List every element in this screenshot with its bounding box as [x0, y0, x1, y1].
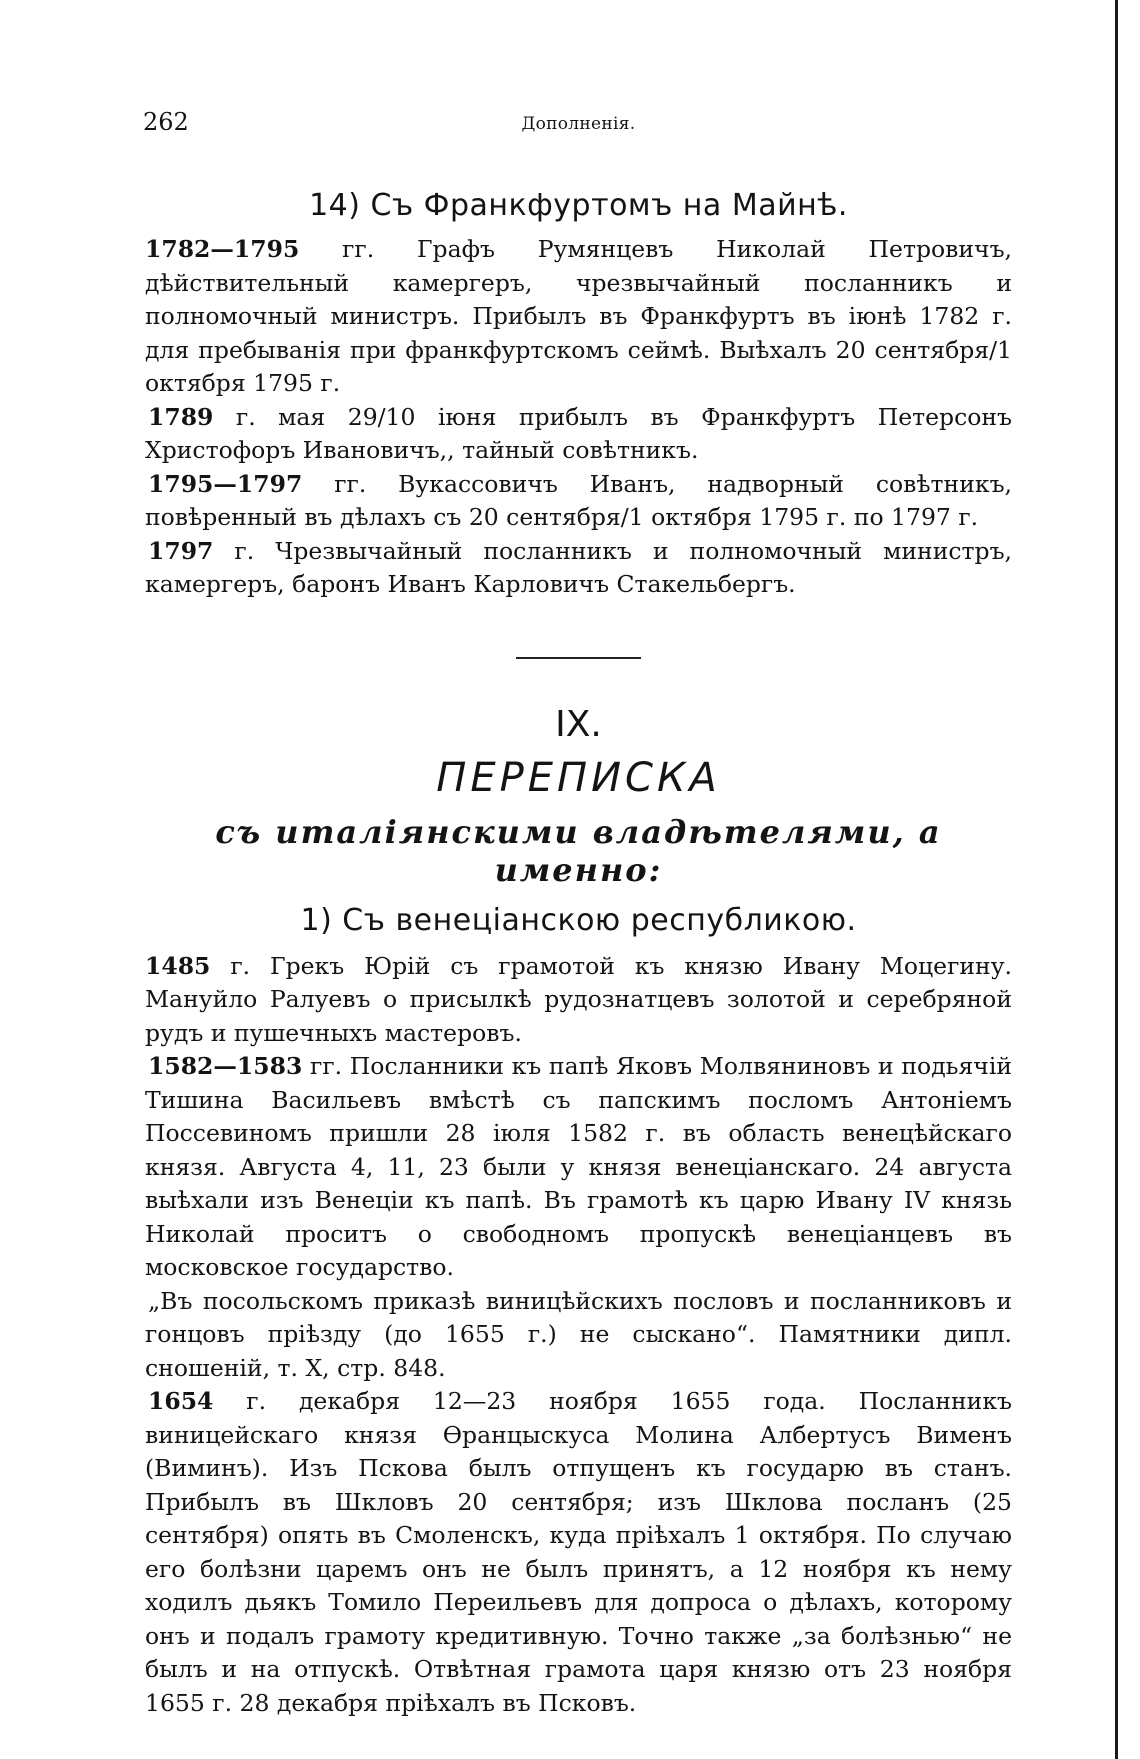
year-label: 1789 — [148, 402, 214, 431]
paragraph-text: г. Грекъ Юрій съ грамотой къ князю Ивану Моцегину. Мануйло Ралуевъ о присылкѣ рудознатцевъ золотой и серебряной рудъ и пушечныхъ мастеровъ. — [145, 951, 1012, 1047]
paragraph-text: г. декабря 12—23 ноября 1655 года. Посланникъ виницейскаго князя Ѳранцыскуса Молина Албертусъ Вименъ (Виминъ). Изъ Пскова былъ отпущенъ къ государю въ станъ. Прибылъ въ Шкловъ 20 сентября; изъ Шклова посланъ (25 сентября) опять въ Смоленскъ, куда пріѣхалъ 1 октября. По случаю его болѣзни царемъ онъ не былъ принятъ, а 12 ноября къ нему ходилъ дьякъ Томило Переильевъ для допроса о дѣлахъ, которому онъ и подалъ грамоту кредитивную. Точно также „за болѣзнью“ не былъ и на отпускѣ. Отвѣтная грамота царя князю отъ 23 ноября 1655 г. 28 декабря пріѣхалъ въ Псковъ. — [145, 1387, 1012, 1717]
page-number: 262 — [143, 108, 189, 136]
paragraph-text: гг. Посланники къ папѣ Яковъ Молвяниновъ и подьячій Тишина Васильевъ вмѣстѣ съ папскимъ посломъ Антоніемъ Поссевиномъ пришли 28 іюля 1582 г. въ область венецѣйскаго князя. Августа 4, 11, 23 были у князя венеціанскаго. 24 августа выѣхали изъ Венеціи къ папѣ. Въ грамотѣ къ царю Ивану IV князь Николай проситъ о свободномъ пропускѣ венеціанцевъ въ московское государство. — [145, 1052, 1012, 1281]
paragraph-text: гг. Графъ Румянцевъ Николай Петровичъ, дѣйствительный камергеръ, чрезвычайный посланникъ и полномочный министръ. Прибылъ въ Франкфуртъ въ іюнѣ 1782 г. для пребыванія при франкфуртскомъ сеймѣ. Выѣхалъ 20 сентября/1 октября 1795 г. — [145, 235, 1012, 397]
year-label: 1782—1795 — [145, 235, 300, 263]
page-header — [145, 108, 1012, 142]
section-heading-frankfurt: 14) Съ Франкфуртомъ на Майнѣ. — [309, 188, 848, 223]
page-body — [145, 108, 1012, 1720]
paragraph-1485 — [145, 950, 1012, 1051]
year-label: 1485 — [145, 951, 211, 980]
chapter-title: ПЕРЕПИСКА — [436, 754, 721, 801]
chapter-number: IX. — [555, 703, 602, 745]
paragraph-text: г. мая 29/10 іюня прибылъ въ Франкфуртъ Петерсонъ Христофоръ Ивановичъ,, тайный совѣтникъ. — [145, 402, 1012, 464]
year-label: 1795—1797 — [148, 469, 303, 498]
paragraph-1789 — [145, 401, 1012, 468]
paragraph-text: гг. Вукассовичъ Иванъ, надворный совѣтникъ, повѣренный въ дѣлахъ съ 20 сентября/1 октября 1795 г. по 1797 г. — [145, 469, 1012, 531]
paragraph-1782 — [145, 233, 1012, 401]
chapter-subtitle: съ италіянскими владѣтелями, а именно: — [215, 812, 942, 889]
paragraph-quote — [145, 1285, 1012, 1386]
paragraph-1582 — [145, 1050, 1012, 1285]
year-label: 1582—1583 — [148, 1052, 303, 1080]
paragraph-1797 — [145, 535, 1012, 602]
scan-edge-line — [1115, 0, 1118, 1759]
section-heading-venice: 1) Съ венеціанскою республикою. — [300, 902, 857, 938]
running-title: Дополненія. — [521, 114, 636, 134]
year-label: 1797 — [148, 536, 214, 565]
paragraph-text: г. Чрезвычайный посланникъ и полномочный министръ, камергеръ, баронъ Иванъ Карловичъ Стакельбергъ. — [145, 536, 1012, 598]
year-label: 1654 — [148, 1387, 214, 1415]
section-divider — [145, 644, 1012, 674]
paragraph-1654 — [145, 1385, 1012, 1720]
paragraph-text: „Въ посольскомъ приказѣ виницѣйскихъ пословъ и посланниковъ и гонцовъ пріѣзду (до 1655 г.) не сыскано“. Памятники дипл. сношеній, т. X, стр. 848. — [145, 1286, 1012, 1382]
paragraph-1795 — [145, 468, 1012, 535]
